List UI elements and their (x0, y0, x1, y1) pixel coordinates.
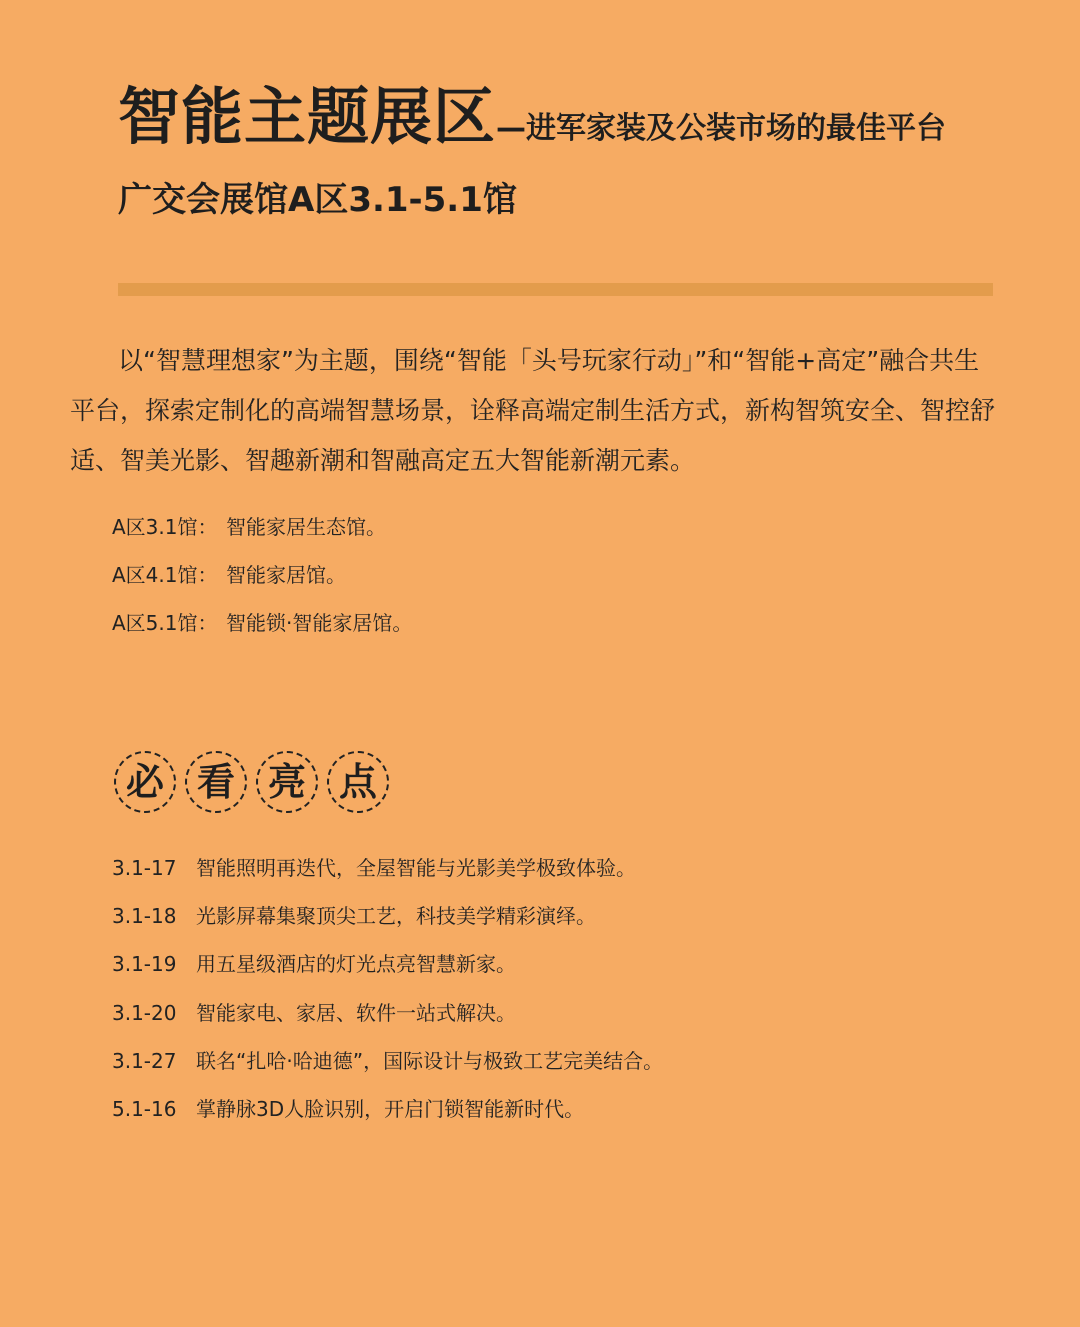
list-item (112, 892, 663, 940)
highlight-heading-char: 看 (185, 751, 247, 813)
booth-desc: 光影屏幕集聚顶尖工艺，科技美学精彩演绎。 (196, 904, 596, 929)
hall-list (112, 503, 412, 647)
hall-code: A区5.1馆： (112, 611, 218, 635)
hall-desc: 智能家居馆。 (226, 563, 346, 587)
venue-heading: 广交会展馆A区3.1-5.1馆 (118, 180, 517, 220)
booth-number: 3.1-20 (112, 1000, 177, 1025)
divider (118, 283, 993, 296)
list-item (112, 599, 412, 647)
booth-desc: 用五星级酒店的灯光点亮智慧新家。 (196, 952, 516, 977)
intro-paragraph: 以“智慧理想家”为主题，围绕“智能「头号玩家行动」”和“智能+高定”融合共生平台，探索定制化的高端智慧场景，诠释高端定制生活方式，新构智筑安全、智控舒适、智美光影、智趣新潮和智融高定五大智能新潮元素。 (70, 346, 996, 475)
list-item (112, 1085, 663, 1133)
booth-number: 3.1-18 (112, 904, 177, 929)
booth-desc: 智能家电、家居、软件一站式解决。 (196, 1000, 516, 1025)
list-item (112, 940, 663, 988)
list-item (112, 844, 663, 892)
hall-code: A区4.1馆： (112, 563, 218, 587)
list-item (112, 551, 412, 599)
hall-code: A区3.1馆： (112, 515, 218, 539)
title-subtitle: —进军家装及公装市场的最佳平台 (496, 111, 947, 146)
list-item (112, 503, 412, 551)
booth-number: 5.1-16 (112, 1097, 177, 1122)
booth-desc: 联名“扎哈·哈迪德”，国际设计与极致工艺完美结合。 (196, 1048, 664, 1073)
highlight-heading-char: 点 (327, 751, 389, 813)
booth-desc: 掌静脉3D人脸识别，开启门锁智能新时代。 (196, 1097, 585, 1122)
title-main: 智能主题展区 (118, 80, 497, 153)
page-title (118, 80, 947, 153)
hall-desc: 智能家居生态馆。 (226, 515, 386, 539)
highlights-heading (114, 751, 389, 813)
booth-number: 3.1-19 (112, 952, 177, 977)
list-item (112, 989, 663, 1037)
highlight-heading-char: 亮 (256, 751, 318, 813)
list-item (112, 1037, 663, 1085)
hall-desc: 智能锁·智能家居馆。 (226, 611, 413, 635)
highlights-list (112, 844, 663, 1133)
booth-number: 3.1-17 (112, 856, 177, 880)
booth-number: 3.1-27 (112, 1048, 177, 1073)
highlight-heading-char: 必 (114, 751, 176, 813)
booth-desc: 智能照明再迭代，全屋智能与光影美学极致体验。 (196, 856, 636, 880)
